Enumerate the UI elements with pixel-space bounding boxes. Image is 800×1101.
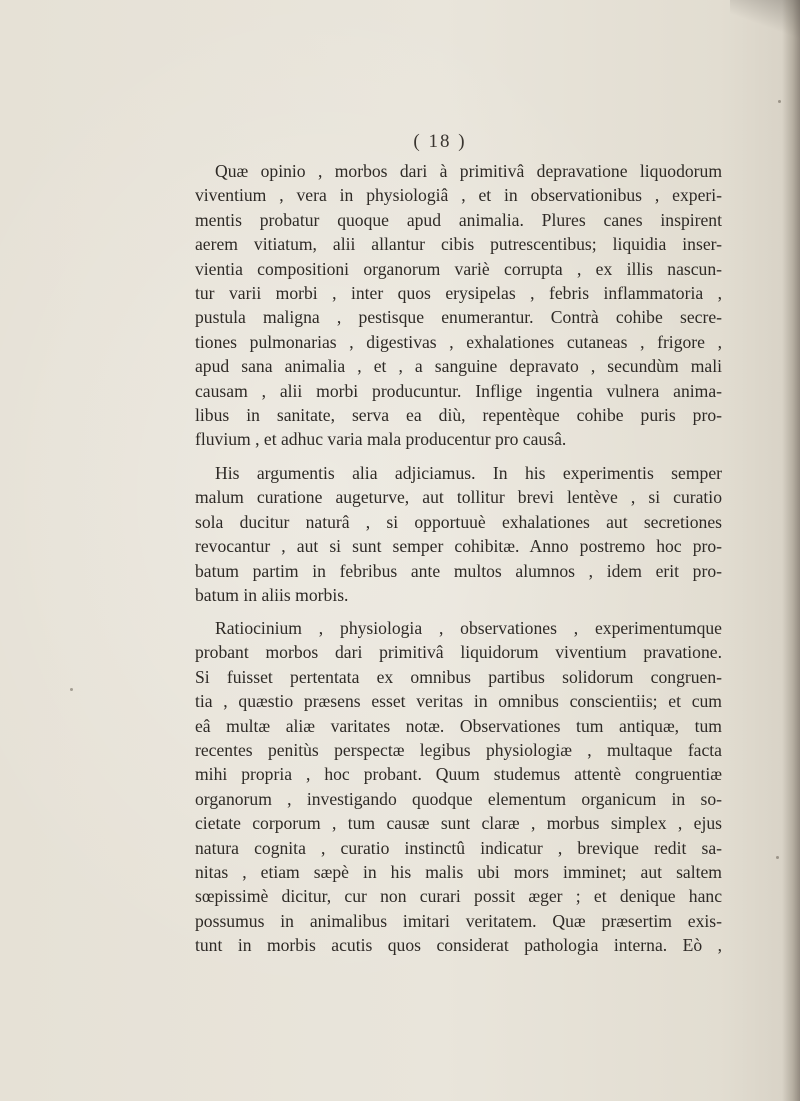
paper-speck [778,100,781,103]
text-line: eâ multæ aliæ varitates notæ. Observationes tum antiquæ, tum [195,715,722,736]
page-edge-shadow [782,0,800,1101]
text-line: tiones pulmonarias , digestivas , exhalationes cutaneas , frigore , [195,331,722,352]
text-line: causam , alii morbi producuntur. Inflige ingentia vulnera anima- [195,380,722,401]
text-line: possumus in animalibus imitari veritatem. Quæ præsertim exis- [195,910,722,931]
text-line: recentes penitùs perspectæ legibus physiologiæ , multaque facta [195,739,722,760]
text-line: organorum , investigando quodque elementum organicum in so- [195,788,722,809]
text-line: malum curatione augeturve, aut tollitur brevi lentève , si curatio [195,487,722,508]
text-line: revocantur , aut si sunt semper cohibitæ. Anno postremo hoc pro- [195,536,722,557]
text-line: probant morbos dari primitivâ liquidorum viventium pravatione. [195,642,722,663]
text-line: tur varii morbi , inter quos erysipelas , febris inflammatoria , [195,282,722,303]
text-line: His argumentis alia adjiciamus. In his experimentis semper [215,463,722,483]
text-line: viventium , vera in physiologiâ , et in observationibus , experi- [195,185,722,206]
paper-speck [776,856,779,859]
text-line: Ratiocinium , physiologia , observationes , experimentumque [215,618,722,638]
paper-speck [70,688,73,691]
text-line: batum partim in febribus ante multos alumnos , idem erit pro- [195,560,722,581]
text-line: cietate corporum , tum causæ sunt claræ , morbus simplex , ejus [195,813,722,834]
text-line: tunt in morbis acutis quos considerat pathologia interna. Eò , [195,935,722,956]
paragraph-1 [195,159,722,452]
page-corner-shade [730,0,800,40]
text-line: fluvium , et adhuc varia mala producentur pro causâ. [195,429,567,450]
text-line: mentis probatur quoque apud animalia. Plures canes inspirent [195,209,722,230]
text-line: Quæ opinio , morbos dari à primitivâ depravatione liquodorum [215,161,722,181]
text-line: tia , quæstio præsens esset veritas in omnibus conscientiis; et cum [195,691,722,712]
text-line: libus in sanitate, serva ea diù, repentèque cohibe puris pro- [195,404,722,425]
paragraph-2 [195,461,722,607]
text-line: batum in aliis morbis. [195,584,349,605]
paragraph-3 [195,616,722,957]
text-line: mihi propria , hoc probant. Quum studemus attentè congruentiæ [195,764,722,785]
text-line: vientia compositioni organorum variè corrupta , ex illis nascun- [195,258,722,279]
text-line: apud sana animalia , et , a sanguine depravato , secundùm mali [195,356,722,377]
text-line: Si fuisset pertentata ex omnibus partibus solidorum congruen- [195,666,722,687]
text-line: sœpissimè dicitur, cur non curari possit æger ; et denique hanc [195,886,722,907]
text-line: pustula maligna , pestisque enumerantur. Contrà cohibe secre- [195,307,722,328]
page-number: ( 18 ) [413,131,467,152]
text-line: sola ducitur naturâ , si opportuuè exhalationes aut secretiones [195,511,722,532]
text-line: nitas , etiam sæpè in his malis ubi mors imminet; aut saltem [195,861,722,882]
text-line: natura cognita , curatio instinctû indicatur , brevique redit sa- [195,837,722,858]
text-line: aerem vitiatum, alii allantur cibis putrescentibus; liquidia inser- [195,234,722,255]
